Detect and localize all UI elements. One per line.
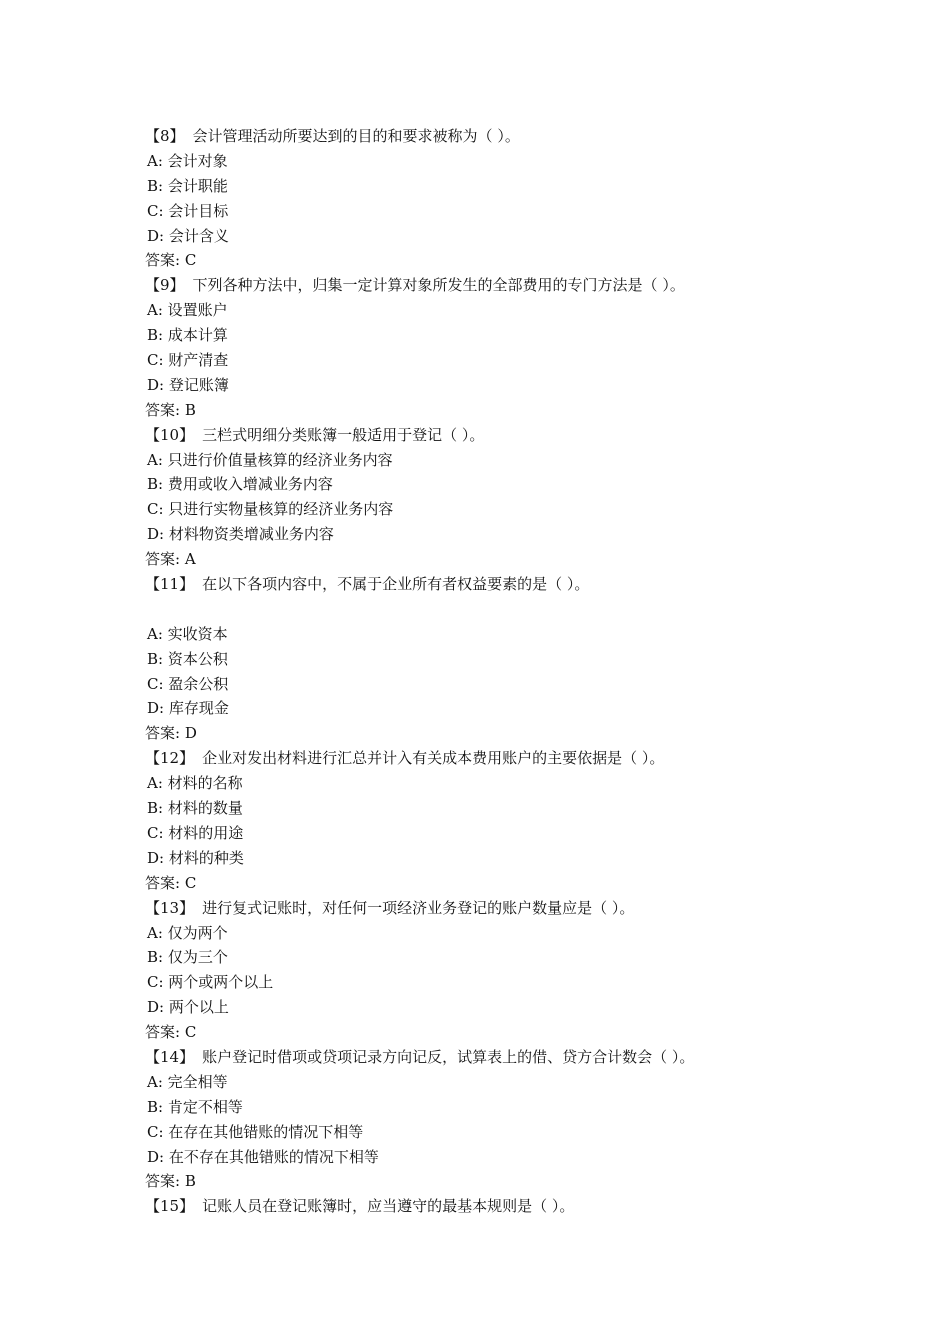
question-heading [145,273,905,298]
option-d: D: 材料物资类增减业务内容 [147,525,334,544]
option-a: A: 只进行价值量核算的经济业务内容 [147,450,393,469]
blank-line [145,597,905,622]
question-text: 账户登记时借项或贷项记录方向记反，试算表上的借、贷方合计数会（ ）。 [202,1047,695,1066]
question-number: 【11】 [145,575,195,594]
question-heading [145,1045,905,1070]
answer: 答案: B [145,1172,196,1191]
option-c: C: 会计目标 [147,201,229,220]
option-d: D: 在不存在其他错账的情况下相等 [147,1147,379,1166]
question-heading [145,124,905,149]
question-text: 记账人员在登记账簿时，应当遵守的最基本规则是（ ）。 [202,1197,575,1216]
option-a: A: 实收资本 [147,624,228,643]
question-heading [145,572,905,597]
option-d: D: 两个以上 [147,998,229,1017]
option-a: A: 仅为两个 [147,923,228,942]
question-text: 企业对发出材料进行汇总并计入有关成本费用账户的主要依据是（ ）。 [202,749,665,768]
question-text: 在以下各项内容中，不属于企业所有者权益要素的是（ ）。 [202,575,590,594]
question-number: 【13】 [145,898,195,917]
option-d: D: 登记账簿 [147,375,229,394]
answer: 答案: A [145,550,196,569]
question-number: 【15】 [145,1197,195,1216]
option-d: D: 库存现金 [147,699,229,718]
option-a: A: 会计对象 [147,151,228,170]
option-d: D: 会计含义 [147,226,229,245]
question-text: 会计管理活动所要达到的目的和要求被称为（ ）。 [192,127,520,145]
question-heading [145,423,905,448]
question-list [145,124,905,1219]
option-b: B: 费用或收入增减业务内容 [147,475,333,494]
option-b: B: 仅为三个 [147,948,228,967]
option-c: C: 只进行实物量核算的经济业务内容 [147,500,394,519]
option-a: A: 材料的名称 [147,774,243,793]
option-c: C: 在存在其他错账的情况下相等 [147,1122,364,1141]
option-b: B: 肯定不相等 [147,1097,243,1116]
question-number: 【10】 [145,425,195,444]
option-d: D: 材料的种类 [147,848,244,867]
question-number: 【8】 [145,127,185,145]
question-heading [145,896,905,921]
option-c: C: 财产清查 [147,351,229,370]
answer: 答案: B [145,400,196,419]
question-text: 三栏式明细分类账簿一般适用于登记（ ）。 [202,425,485,444]
question-number: 【9】 [145,276,185,295]
question-number: 【14】 [145,1047,195,1066]
question-text: 进行复式记账时，对任何一项经济业务登记的账户数量应是（ ）。 [202,898,635,917]
option-b: B: 成本计算 [147,326,228,345]
answer: 答案: C [145,251,197,270]
answer: 答案: C [145,1023,197,1042]
option-a: A: 设置账户 [147,301,228,320]
option-b: B: 资本公积 [147,649,228,668]
option-c: C: 两个或两个以上 [147,973,274,992]
answer: 答案: D [145,724,197,743]
option-c: C: 盈余公积 [147,674,229,693]
question-text: 下列各种方法中，归集一定计算对象所发生的全部费用的专门方法是（ ）。 [192,276,685,295]
question-heading [145,746,905,771]
option-b: B: 会计职能 [147,176,228,195]
question-heading [145,1194,905,1219]
answer: 答案: C [145,873,197,892]
option-c: C: 材料的用途 [147,823,244,842]
option-b: B: 材料的数量 [147,799,243,818]
question-number: 【12】 [145,749,195,768]
option-a: A: 完全相等 [147,1072,228,1091]
